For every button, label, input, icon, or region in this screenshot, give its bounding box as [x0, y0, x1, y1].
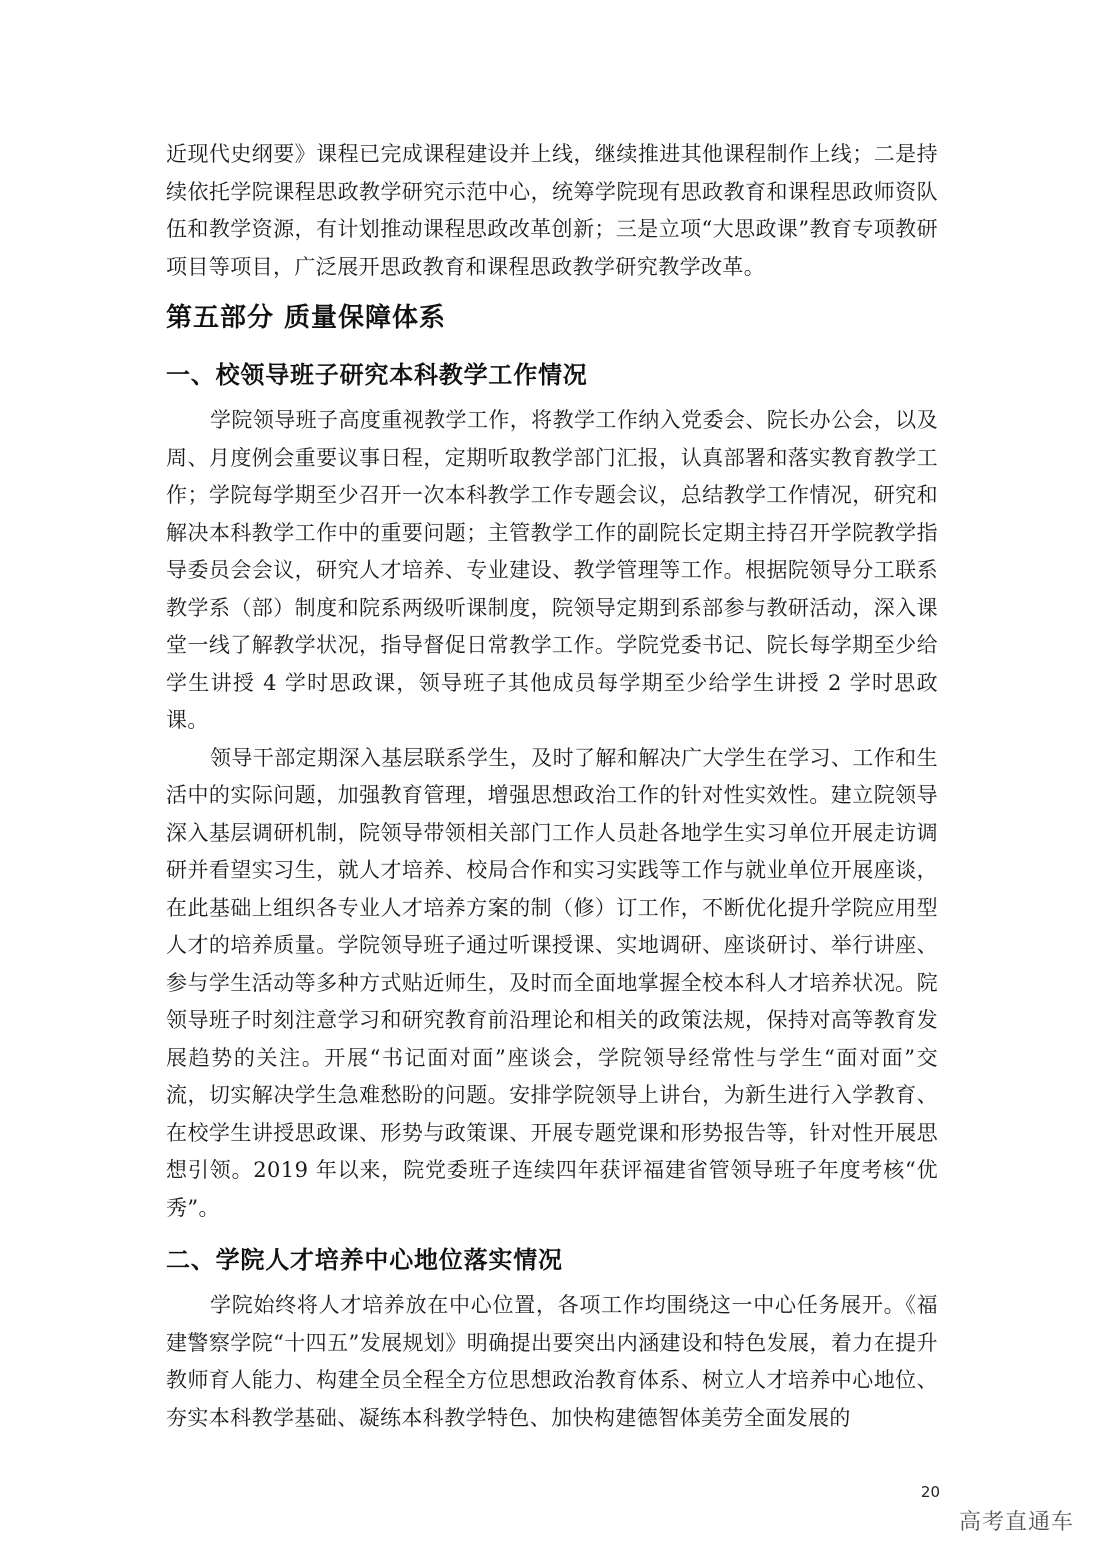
document-body: [166, 136, 938, 1437]
watermark-text: 高考直通车: [958, 1510, 1074, 1535]
page-number: 20: [920, 1483, 940, 1501]
section1-paragraph-1: 学院领导班子高度重视教学工作，将教学工作纳入党委会、院长办公会，以及周、月度例会重要议事日程，定期听取教学部门汇报，认真部署和落实教育教学工作；学院每学期至少召开一次本科教学工作专题会议，总结教学工作情况，研究和解决本科教学工作中的重要问题；主管教学工作的副院长定期主持召开学院教学指导委员会会议，研究人才培养、专业建设、教学管理等工作。根据院领导分工联系教学系（部）制度和院系两级听课制度，院领导定期到系部参与教研活动，深入课堂一线了解教学状况，指导督促日常教学工作。学院党委书记、院长每学期至少给学生讲授 4 学时思政课，领导班子其他成员每学期至少给学生讲授 2 学时思政课。: [166, 408, 938, 732]
intro-paragraph: 近现代史纲要》课程已完成课程建设并上线，继续推进其他课程制作上线；二是持续依托学院课程思政教学研究示范中心，统筹学院现有思政教育和课程思政师资队伍和教学资源，有计划推动课程思政改革创新；三是立项“大思政课”教育专项教研项目等项目，广泛展开思政教育和课程思政教学研究教学改革。: [166, 142, 938, 279]
section-heading-1: 一、校领导班子研究本科教学工作情况: [166, 361, 588, 389]
section2-paragraph-1: 学院始终将人才培养放在中心位置，各项工作均围绕这一中心任务展开。《福建警察学院“十四五”发展规划》明确提出要突出内涵建设和特色发展，着力在提升教师育人能力、构建全员全程全方位思想政治教育体系、树立人才培养中心地位、夯实本科教学基础、凝练本科教学特色、加快构建德智体美劳全面发展的: [166, 1293, 938, 1430]
part-heading: 第五部分 质量保障体系: [166, 303, 447, 333]
section-heading-2: 二、学院人才培养中心地位落实情况: [166, 1246, 563, 1274]
section1-paragraph-2: 领导干部定期深入基层联系学生，及时了解和解决广大学生在学习、工作和生活中的实际问题，加强教育管理，增强思想政治工作的针对性实效性。建立院领导深入基层调研机制，院领导带领相关部门工作人员赴各地学生实习单位开展走访调研并看望实习生，就人才培养、校局合作和实习实践等工作与就业单位开展座谈，在此基础上组织各专业人才培养方案的制（修）订工作，不断优化提升学院应用型人才的培养质量。学院领导班子通过听课授课、实地调研、座谈研讨、举行讲座、参与学生活动等多种方式贴近师生，及时而全面地掌握全校本科人才培养状况。院领导班子时刻注意学习和研究教育前沿理论和相关的政策法规，保持对高等教育发展趋势的关注。开展“书记面对面”座谈会，学院领导经常性与学生“面对面”交流，切实解决学生急难愁盼的问题。安排学院领导上讲台，为新生进行入学教育、在校学生讲授思政课、形势与政策课、开展专题党课和形势报告等，针对性开展思想引领。2019 年以来，院党委班子连续四年获评福建省管领导班子年度考核“优秀”。: [166, 745, 938, 1220]
